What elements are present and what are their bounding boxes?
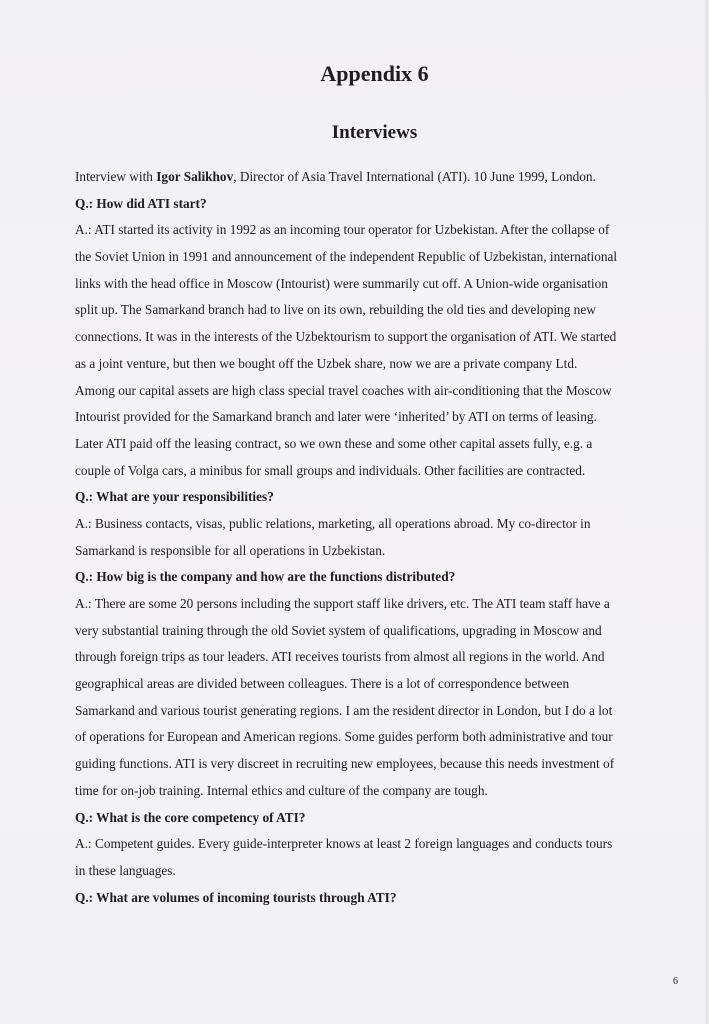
answer-line: as a joint venture, but then we bought off the Uzbek share, now we are a private company Ltd. <box>75 355 578 371</box>
question-line: Q.: What are your responsibilities? <box>75 489 274 505</box>
page-number: 6 <box>673 976 678 987</box>
intro-prefix: Interview with <box>75 169 157 184</box>
page-edge <box>705 0 709 1024</box>
answer-line: Samarkand and various tourist generating regions. I am the resident director in London, but I do a lot <box>75 702 613 718</box>
interviewee-name: Igor Salikhov <box>156 169 234 184</box>
question-line: Q.: What are volumes of incoming tourists through ATI? <box>75 889 397 905</box>
answer-line: in these languages. <box>75 862 176 878</box>
answer-line: geographical areas are divided between colleagues. There is a lot of correspondence between <box>75 676 570 692</box>
interview-body <box>75 164 685 911</box>
answer-line: of operations for European and American regions. Some guides perform both administrative and tour <box>75 729 613 745</box>
answer-line: very substantial training through the old Soviet system of qualifications, upgrading in Moscow and <box>75 622 602 638</box>
answer-line: A.: There are some 20 persons including the support staff like drivers, etc. The ATI team staff have a <box>75 596 610 611</box>
intro-suffix: , Director of Asia Travel International (ATI). 10 June 1999, London. <box>233 169 596 184</box>
answer-line: time for on-job training. Internal ethics and culture of the company are tough. <box>75 782 488 798</box>
answer-line: A.: ATI started its activity in 1992 as an incoming tour operator for Uzbekistan. After the collapse of <box>75 222 610 238</box>
answer-line: Samarkand is responsible for all operations in Uzbekistan. <box>75 542 386 558</box>
answer-line: A.: Competent guides. Every guide-interpreter knows at least 2 foreign languages and conducts tours <box>75 836 613 852</box>
answer-line: Later ATI paid off the leasing contract, so we own these and some other capital assets fully, e.g. a <box>75 435 593 451</box>
answer-line: Intourist provided for the Samarkand branch and later were ‘inherited’ by ATI on terms of leasing. <box>75 409 597 425</box>
answer-line: Among our capital assets are high class special travel coaches with air-conditioning that the Moscow <box>75 382 612 398</box>
question-line: Q.: How big is the company and how are the functions distributed? <box>75 569 456 585</box>
page-subtitle: Interviews <box>331 122 418 143</box>
question-line: Q.: How did ATI start? <box>75 195 207 211</box>
answer-line: A.: Business contacts, visas, public relations, marketing, all operations abroad. My co-director in <box>75 515 591 531</box>
answer-line: links with the head office in Moscow (Intourist) were summarily cut off. A Union-wide organisation <box>75 275 608 291</box>
answer-line: split up. The Samarkand branch had to live on its own, rebuilding the old ties and developing new <box>75 302 596 318</box>
answer-line: guiding functions. ATI is very discreet in recruiting new employees, because this needs investment of <box>75 756 615 772</box>
page-title: Appendix 6 <box>320 61 429 86</box>
intro-line <box>75 164 685 191</box>
answer-line: through foreign trips as tour leaders. ATI receives tourists from almost all regions in the world. And <box>75 649 605 665</box>
answer-line: couple of Volga cars, a minibus for small groups and individuals. Other facilities are contracted. <box>75 462 586 478</box>
answer-line: the Soviet Union in 1991 and announcement of the independent Republic of Uzbekistan, international <box>75 249 618 265</box>
question-line: Q.: What is the core competency of ATI? <box>75 809 306 825</box>
answer-line: connections. It was in the interests of the Uzbektourism to support the organisation of ATI. We started <box>75 329 617 345</box>
